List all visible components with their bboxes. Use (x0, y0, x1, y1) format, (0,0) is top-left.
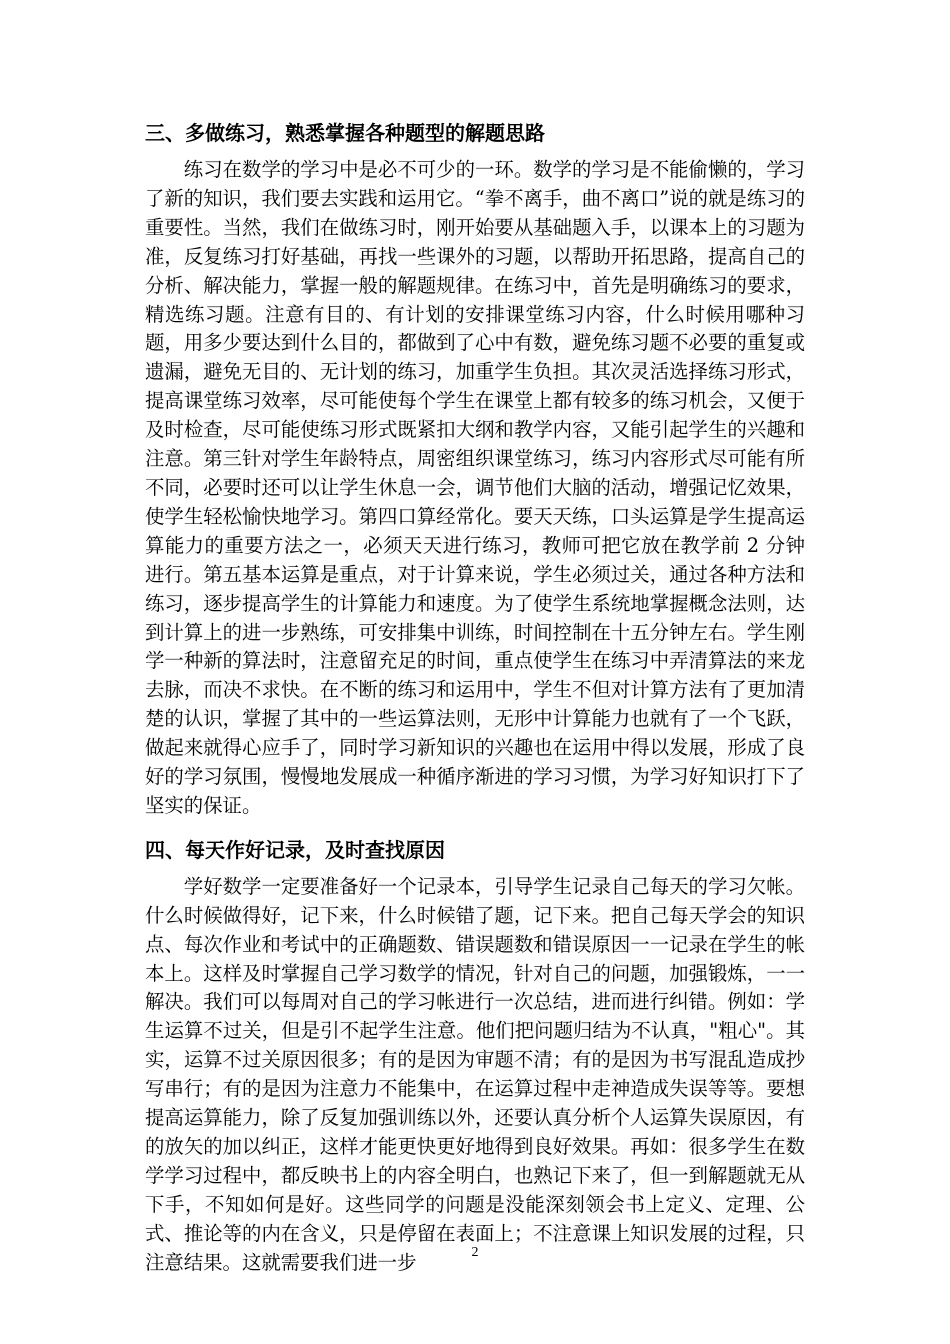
section-divider-space (145, 821, 805, 835)
section-heading-records: 四、每天作好记录，及时查找原因 (145, 837, 445, 862)
section-heading-practice: 三、多做练习，熟悉掌握各种题型的解题思路 (145, 121, 545, 145)
page-number: 2 (471, 1245, 479, 1260)
section-paragraph-practice: 练习在数学的学习中是必不可少的一环。数学的学习是不能偷懒的，学习了新的知识，我们要去实践和运用它。“拳不离手，曲不离口”说的就是练习的重要性。当然，我们在做练习时，刚开始要从基础题入手，以课本上的习题为准，反复练习打好基础，再找一些课外的习题，以帮助开拓思路，提高自己的分析、解决能力，掌握一般的解题规律。在练习中，首先是明确练习的要求，精选练习题。注意有目的、有计划的安排课堂练习内容，什么时候用哪种习题，用多少要达到什么目的，都做到了心中有数，避免练习题不必要的重复或遗漏，避免无目的、无计划的练习，加重学生负担。其次灵活选择练习形式，提高课堂练习效率，尽可能使每个学生在课堂上都有较多的练习机会，又便于及时检查，尽可能使练习形式既紧扣大纲和教学内容，又能引起学生的兴趣和注意。第三针对学生年龄特点，周密组织课堂练习，练习内容形式尽可能有所不同，必要时还可以让学生休息一会，调节他们大脑的活动，增强记忆效果，使学生轻松愉快地学习。第四口算经常化。要天天练，口头运算是学生提高运算能力的重要方法之一，必须天天进行练习，教师可把它放在教学前 2 分钟进行。第五基本运算是重点，对于计算来说，学生必须过关，通过各种方法和练习，逐步提高学生的计算能力和速度。为了使学生系统地掌握概念法则，达到计算上的进一步熟练，可安排集中训练，时间控制在十五分钟左右。学生刚学一种新的算法时，注意留充足的时间，重点使学生在练习中弄清算法的来龙去脉，而决不求快。在不断的练习和运用中，学生不但对计算方法有了更加清楚的认识，掌握了其中的一些运算法则，无形中计算能力也就有了一个飞跃，做起来就得心应手了，同时学习新知识的兴趣也在运用中得以发展，形成了良好的学习氛围，慢慢地发展成一种循序渐进的学习习惯，为学习好知识打下了坚实的保证。 (145, 158, 805, 817)
page-content (145, 118, 805, 1278)
section-paragraph-records: 学好数学一定要准备好一个记录本，引导学生记录自己每天的学习欠帐。什么时候做得好，记下来，什么时候错了题，记下来。把自己每天学会的知识点、每次作业和考试中的正确题数、错误题数和错误原因一一记录在学生的帐本上。这样及时掌握自己学习数学的情况，针对自己的问题，加强锻炼，一一解决。我们可以每周对自己的学习帐进行一次总结，进而进行纠错。例如：学生运算不过关，但是引不起学生注意。他们把问题归结为不认真，"粗心"。其实，运算不过关原因很多；有的是因为审题不清；有的是因为书写混乱造成抄写串行；有的是因为注意力不能集中，在运算过程中走神造成失误等等。要想提高运算能力，除了反复加强训练以外，还要认真分析个人运算失误原因，有的放矢的加以纠正，这样才能更快更好地得到良好效果。再如：很多学生在数学学习过程中，都反映书上的内容全明白，也熟记下来了，但一到解题就无从下手，不知如何是好。这些同学的问题是没能深刻领会书上定义、定理、公式、推论等的内在含义，只是停留在表面上；不注意课上知识发展的过程，只注意结果。这就需要我们进一步 (145, 874, 805, 1274)
